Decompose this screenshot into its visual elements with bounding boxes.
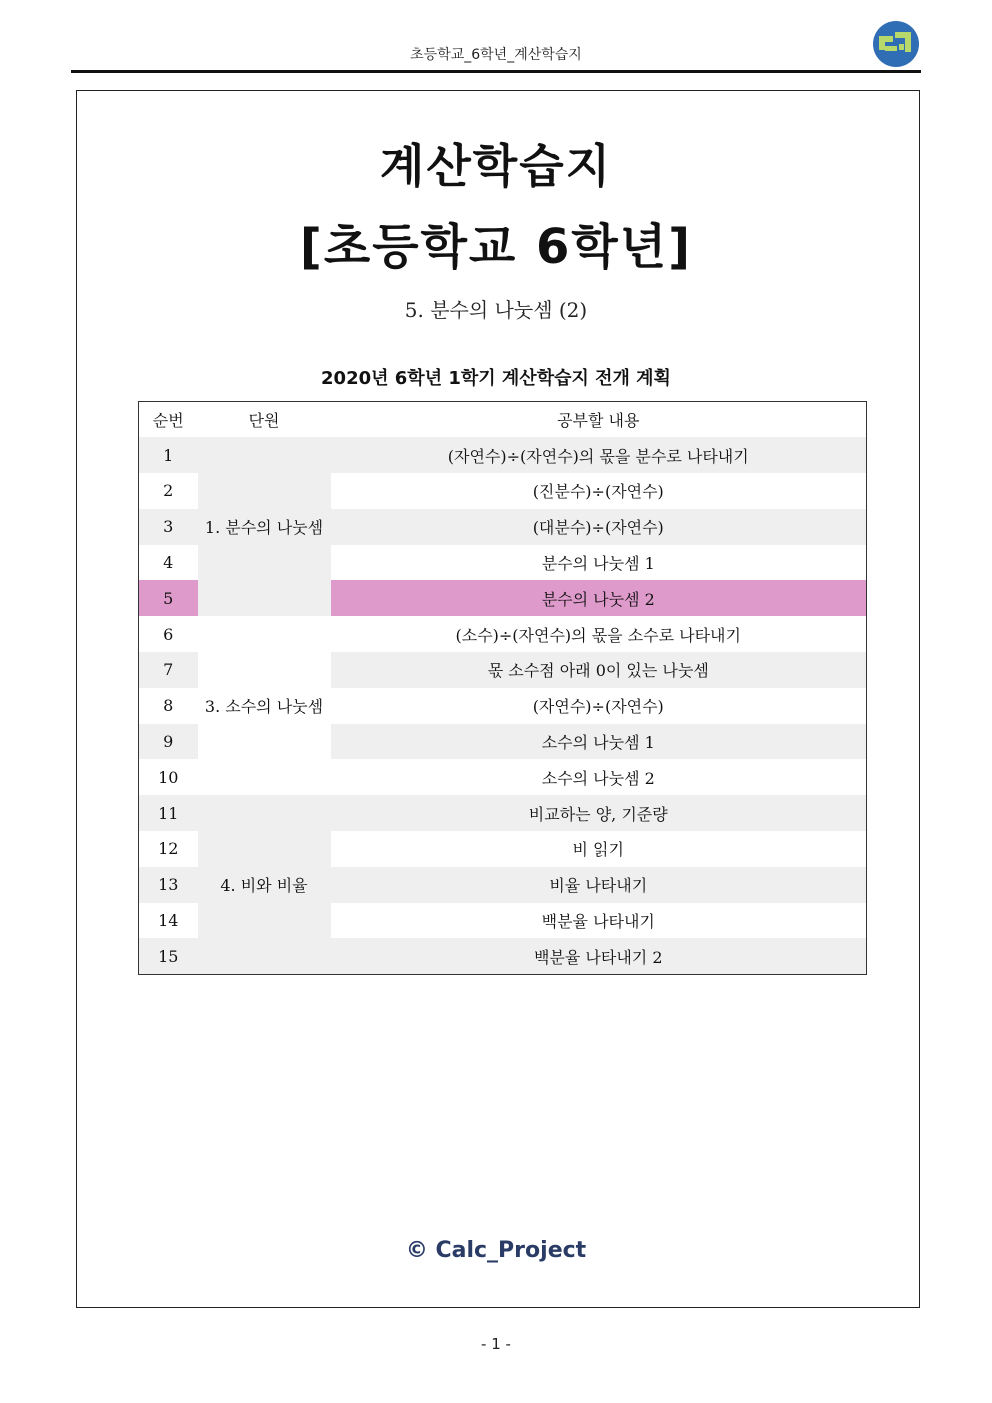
row-no: 13 — [139, 867, 198, 903]
row-no: 14 — [139, 903, 198, 939]
row-no: 6 — [139, 616, 198, 652]
row-content: (대분수)÷(자연수) — [331, 509, 867, 545]
grade-title: [초등학교 6학년] — [299, 219, 693, 275]
running-header: 초등학교_6학년_계산학습지 — [410, 47, 582, 63]
table-header-row — [139, 402, 867, 438]
plan-table — [138, 401, 867, 975]
row-no: 5 — [139, 580, 198, 616]
row-content: (자연수)÷(자연수) — [331, 688, 867, 724]
unit-cell: 4. 비와 비율 — [198, 795, 331, 974]
row-content: 소수의 나눗셈 1 — [331, 724, 867, 760]
table-row — [139, 437, 867, 473]
row-no: 9 — [139, 724, 198, 760]
row-no: 8 — [139, 688, 198, 724]
row-content: (소수)÷(자연수)의 몫을 소수로 나타내기 — [331, 616, 867, 652]
copyright-text: © Calc_Project — [405, 1238, 587, 1263]
table-row — [139, 616, 867, 652]
unit-cell: 1. 분수의 나눗셈 — [198, 437, 331, 616]
row-no: 11 — [139, 795, 198, 831]
row-content: 백분율 나타내기 2 — [331, 938, 867, 974]
row-no: 15 — [139, 938, 198, 974]
calc-project-logo-icon — [872, 20, 920, 68]
header-unit: 단원 — [198, 402, 331, 438]
page-number: - 1 - — [481, 1335, 511, 1353]
unit-cell: 3. 소수의 나눗셈 — [198, 616, 331, 795]
row-content: 분수의 나눗셈 2 — [331, 580, 867, 616]
plan-title: 2020년 6학년 1학기 계산학습지 전개 계획 — [321, 368, 671, 389]
row-content: 분수의 나눗셈 1 — [331, 545, 867, 581]
row-content: 백분율 나타내기 — [331, 903, 867, 939]
header-content: 공부할 내용 — [331, 402, 867, 438]
table-row — [139, 795, 867, 831]
row-content: 비율 나타내기 — [331, 867, 867, 903]
row-content: 비 읽기 — [331, 831, 867, 867]
row-content: (진분수)÷(자연수) — [331, 473, 867, 509]
header-rule — [71, 70, 921, 73]
row-content: 비교하는 양, 기준량 — [331, 795, 867, 831]
main-title: 계산학습지 — [379, 139, 613, 193]
row-no: 1 — [139, 437, 198, 473]
row-no: 3 — [139, 509, 198, 545]
row-no: 2 — [139, 473, 198, 509]
row-no: 7 — [139, 652, 198, 688]
row-content: (자연수)÷(자연수)의 몫을 분수로 나타내기 — [331, 437, 867, 473]
header-no: 순번 — [139, 402, 198, 438]
lesson-subtitle: 5. 분수의 나눗셈 (2) — [404, 298, 588, 322]
row-content: 소수의 나눗셈 2 — [331, 759, 867, 795]
row-no: 10 — [139, 759, 198, 795]
row-no: 4 — [139, 545, 198, 581]
row-no: 12 — [139, 831, 198, 867]
row-content: 몫 소수점 아래 0이 있는 나눗셈 — [331, 652, 867, 688]
